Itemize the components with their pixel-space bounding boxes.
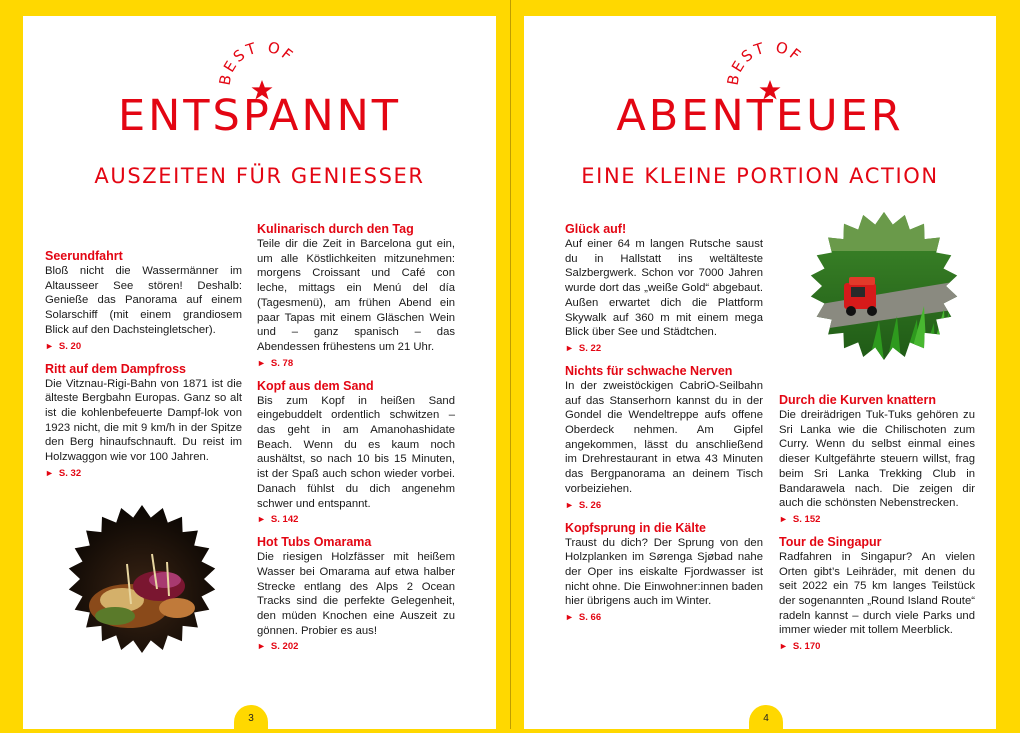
entry-heading: Ritt auf dem Dampfross — [45, 361, 186, 376]
page-reference: S. 26 — [578, 499, 602, 511]
entry-heading: Hot Tubs Omarama — [257, 535, 372, 550]
book-gutter — [510, 0, 511, 729]
right-column-1 — [565, 222, 763, 633]
arrow-right-icon: ► — [45, 340, 54, 351]
page-right — [524, 16, 996, 729]
arrow-right-icon: ► — [779, 513, 788, 524]
page-reference: S. 78 — [270, 357, 294, 369]
page-reference: S. 152 — [792, 513, 821, 525]
arrow-right-icon: ► — [257, 514, 266, 525]
entry-text: Die dreirädrigen Tuk-Tuks gehören zu Sri Lanka wie die Chilischoten zum Curry. Wenn du selbst einmal eines dieser Kultgefährte steuern willst, frag beim Sri Lanka Trekking Club in Bandarawela nach. Die zeigen dir auch die schönsten Nebenstrecken. — [779, 409, 975, 510]
page-reference-link[interactable] — [257, 640, 455, 653]
page-reference: S. 20 — [58, 340, 82, 352]
page-reference: S. 66 — [578, 612, 602, 624]
entry-kurven-knattern — [779, 393, 975, 526]
page-reference-link[interactable] — [779, 513, 975, 526]
page-title: ABENTEUER — [616, 91, 904, 141]
entry-heading: Seerundfahrt — [45, 249, 123, 263]
arrow-right-icon: ► — [779, 641, 788, 652]
arrow-right-icon: ► — [565, 342, 574, 353]
page-reference-link[interactable] — [565, 611, 763, 624]
entry-heading: Tour de Singapur — [779, 534, 882, 549]
entry-schwache-nerven — [565, 364, 763, 512]
left-column-1 — [45, 249, 242, 489]
svg-text:BEST OF — [724, 38, 806, 87]
entry-text: Auf einer 64 m langen Rutsche saust du in Hallstatt ins weltälteste Salzbergwerk. Schon vor 7000 Jahren wurde dort das „weiße Gold“ abgebaut. Außen erwartet dich die Plattform Skywalk auf 360 m mit einem mega Blick über See und Städtchen. — [565, 238, 763, 339]
tuk-tuk-photo — [809, 211, 959, 361]
entry-text: Radfahren in Singapur? An vielen Orten gibt’s Leihräder, mit denen du seit 2022 ein 75 km langes Teilstück der sogenannten „Round Island Route“ radeln kannst – durch viele Parks und immer wieder mit tollem Meerblick. — [779, 550, 975, 637]
entry-dampfross — [45, 362, 242, 480]
entry-text: Bis zum Kopf in heißen Sand eingebuddelt ordentlich schwitzen – das geht in am Amanohashidate Beach. Wenn du es kaum noch aushältst, so nach 10 bis 15 Minuten, ist der Spaß auch schon wieder vorbei. Danach fühlst du dich angenehm schwer und entspannt. — [257, 394, 455, 510]
entry-tour-de-singapur — [779, 535, 975, 653]
page-reference: S. 170 — [792, 641, 821, 653]
page-reference: S. 32 — [58, 467, 82, 479]
page-subtitle: AUSZEITEN FÜR GENIESSER — [94, 164, 425, 188]
page-reference-link[interactable] — [565, 499, 763, 512]
page-number: 4 — [749, 705, 783, 729]
page-subtitle: EINE KLEINE PORTION ACTION — [581, 164, 939, 188]
entry-kopf-aus-dem-sand — [257, 379, 455, 527]
right-column-2 — [779, 393, 975, 662]
tapas-photo — [67, 504, 217, 654]
entry-text: Die riesigen Holzfässer mit heißem Wasser bei Omarama auf etwa halber Strecke entlang des Alps 2 Ocean Tracks sind die perfekte Gelegenheit, den müden Knochen eine Auszeit zu gönnen. Probier es aus! — [257, 551, 455, 637]
arrow-right-icon: ► — [565, 612, 574, 623]
entry-seerundfahrt — [45, 249, 242, 353]
left-column-2 — [257, 222, 455, 662]
page-reference: S. 142 — [270, 514, 299, 526]
page-reference-link[interactable] — [257, 357, 455, 370]
page-reference-link[interactable] — [45, 467, 242, 480]
entry-heading: Kulinarisch durch den Tag — [257, 222, 414, 236]
page-number: 3 — [234, 705, 268, 729]
arrow-right-icon: ► — [257, 357, 266, 368]
entry-hot-tubs — [257, 535, 455, 653]
entry-heading: Nichts für schwache Nerven — [565, 363, 733, 378]
entry-heading: Glück auf! — [565, 222, 627, 236]
arrow-right-icon: ► — [257, 641, 266, 652]
entry-text: In der zweistöckigen CabriO-Seilbahn auf das Stanserhorn kannst du in der Gondel die Wendeltreppe aufs offene Oberdeck nehmen. Am Gipfel angekommen, lässt du anschließend im Drehrestaurant in etwa 43 Minuten das Bergpanorama an deinem Tisch vorbeiziehen. — [565, 379, 763, 495]
best-of-label: BEST OF — [723, 37, 806, 87]
entry-text: Traust du dich? Der Sprung von den Holzplanken im Sørenga Sjøbad nahe der Oper ins eiskalte Fjordwasser ist nicht ohne. Die Einwohner:innen baden hier übrigens auch im Winter. — [565, 536, 763, 608]
page-title: ENTSPANNT — [117, 91, 402, 141]
page-reference-link[interactable] — [779, 640, 975, 653]
entry-text: Die Vitznau-Rigi-Bahn von 1871 ist die älteste Bergbahn Europas. Ganz so alt ist die kohlenbefeuerte Dampf-lok von 1923 nicht, die mit 9 km/h in der Spitze den Berg hinaufschnauft. Du reist im Holzwaggon wie vor 100 Jahren. — [45, 377, 242, 464]
entry-text: Teile dir die Zeit in Barcelona gut ein, um alle Köstlichkeiten mitzunehmen: morgens Croissant und Café con leche, mittags ein Menú del día (Tagesmenü), am frühen Abend ein paar Tapas mit einem Gläschen Wein und – ganz spanisch – das Abendessen frühestens um 21 Uhr. — [257, 238, 455, 353]
page-reference: S. 202 — [270, 641, 299, 653]
entry-glueck-auf — [565, 222, 763, 355]
entry-text: Bloß nicht die Wassermänner im Altausseer See stören! Deshalb: Genieße das Panorama auf einem Solarschiff (mit einem grandiosem Blick auf den Dachsteingletscher). — [45, 265, 242, 336]
page-reference-link[interactable] — [45, 340, 242, 353]
arrow-right-icon: ► — [565, 499, 574, 510]
page-reference-link[interactable] — [565, 342, 763, 355]
svg-text:BEST OF — [216, 38, 298, 87]
page-left — [23, 16, 496, 729]
best-of-label: BEST OF — [215, 37, 298, 87]
entry-kopfsprung — [565, 521, 763, 625]
entry-heading: Kopfsprung in die Kälte — [565, 520, 706, 535]
page-reference: S. 22 — [578, 342, 602, 354]
entry-heading: Kopf aus dem Sand — [257, 378, 374, 393]
page-reference-link[interactable] — [257, 513, 455, 526]
entry-heading: Durch die Kurven knattern — [779, 393, 936, 407]
entry-kulinarisch — [257, 222, 455, 370]
arrow-right-icon: ► — [45, 467, 54, 478]
